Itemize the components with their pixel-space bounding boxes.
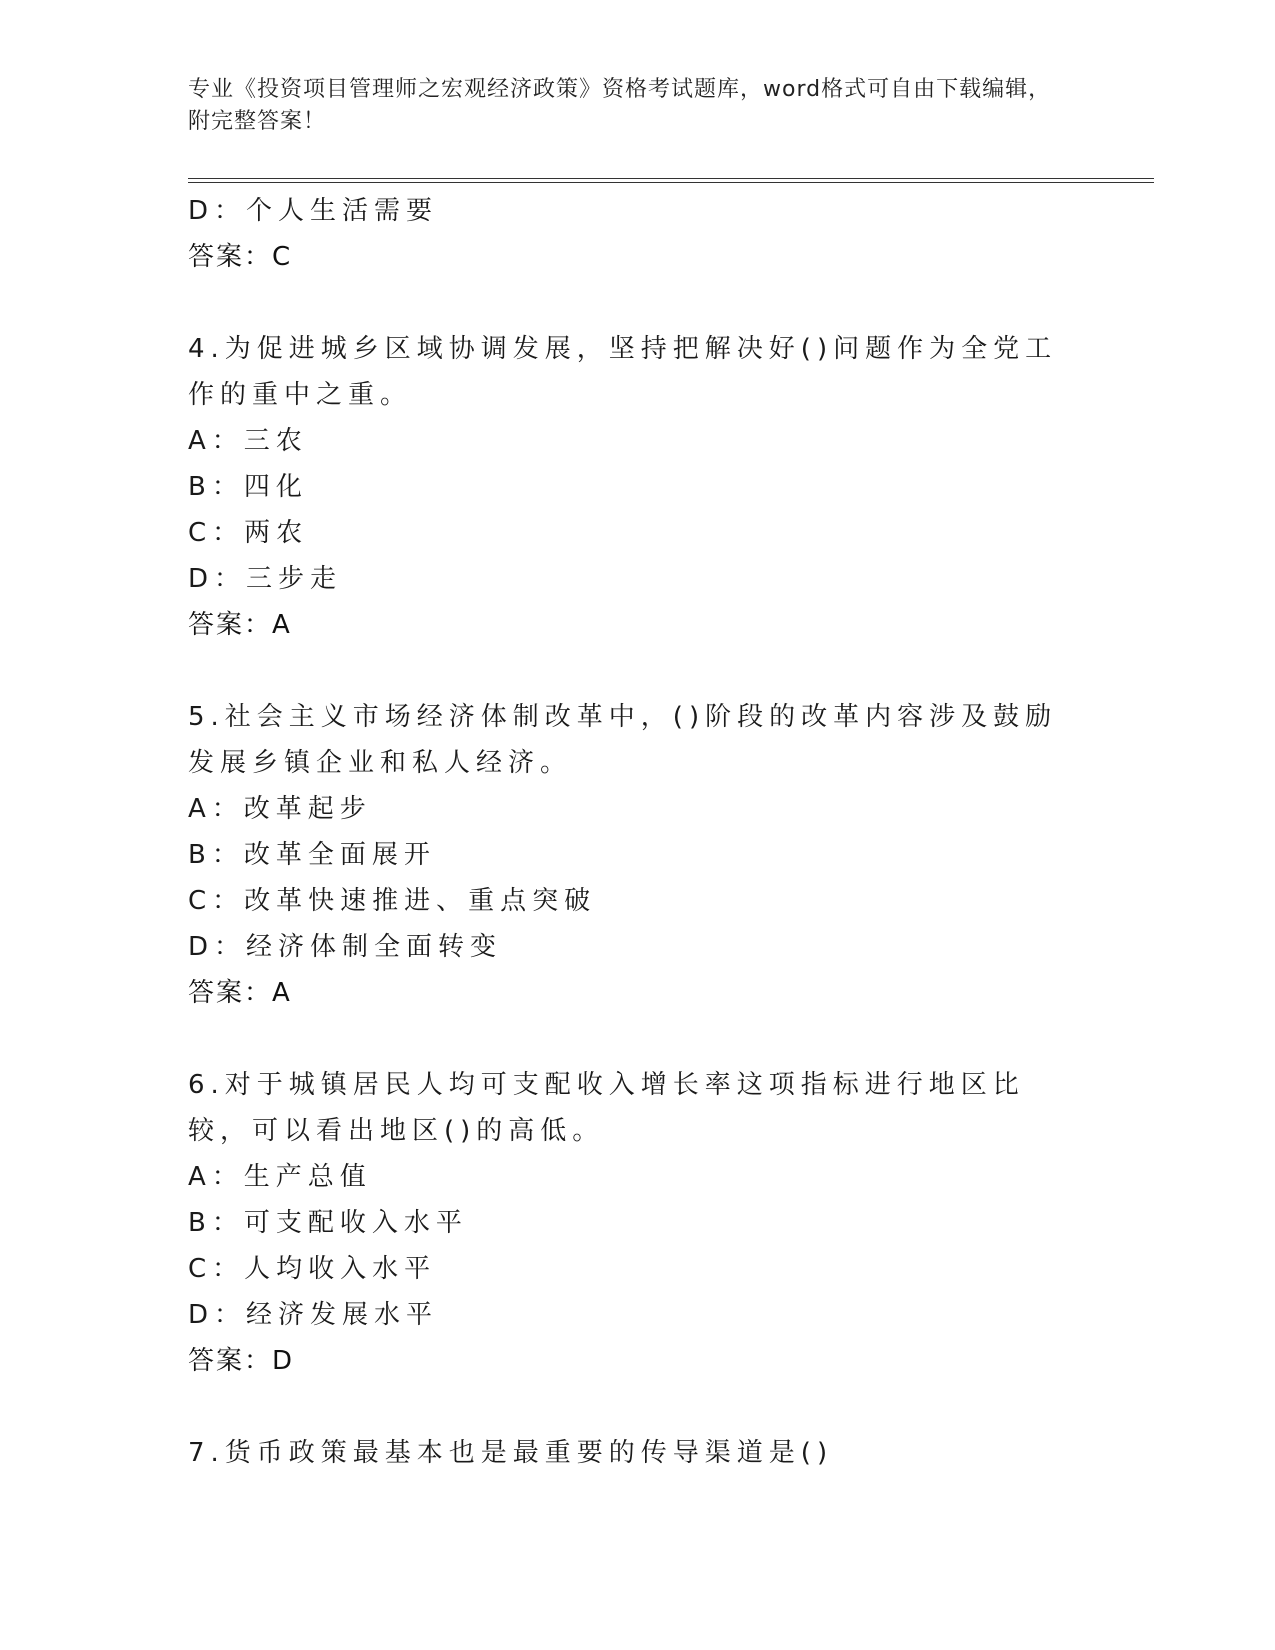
- question-6: [188, 1062, 1088, 1384]
- option-a: A：生产总值: [188, 1162, 372, 1192]
- spacer: [188, 280, 1088, 326]
- option-d: D：三步走: [188, 564, 343, 594]
- option-c: C：人均收入水平: [188, 1254, 437, 1284]
- question-stem: 5.社会主义市场经济体制改革中，()阶段的改革内容涉及鼓励发展乡镇企业和私人经济。: [188, 702, 1058, 778]
- question-stem: 6.对于城镇居民人均可支配收入增长率这项指标进行地区比较，可以看出地区()的高低。: [188, 1070, 1025, 1146]
- spacer: [188, 1016, 1088, 1062]
- option-d: D：经济发展水平: [188, 1300, 439, 1330]
- spacer: [188, 1384, 1088, 1430]
- question-7: [188, 1430, 1088, 1476]
- option-b: B：可支配收入水平: [188, 1208, 468, 1238]
- option-a: A：三农: [188, 426, 308, 456]
- prev-answer: 答案：C: [188, 242, 293, 272]
- answer: 答案：A: [188, 978, 292, 1008]
- spacer: [188, 648, 1088, 694]
- question-4: [188, 326, 1088, 648]
- answer: 答案：D: [188, 1346, 295, 1376]
- option-c: C：两农: [188, 518, 309, 548]
- answer: 答案：A: [188, 610, 292, 640]
- document-header: 专业《投资项目管理师之宏观经济政策》资格考试题库，word格式可自由下载编辑，附完整答案！: [188, 77, 1052, 134]
- option-b: B：四化: [188, 472, 308, 502]
- prev-option-d: D：个人生活需要: [188, 196, 439, 226]
- option-b: B：改革全面展开: [188, 840, 436, 870]
- question-stem: 4.为促进城乡区域协调发展，坚持把解决好()问题作为全党工作的重中之重。: [188, 334, 1058, 410]
- option-c: C：改革快速推进、重点突破: [188, 886, 597, 916]
- header-divider-top: [188, 178, 1154, 179]
- header-divider-bottom: [188, 182, 1154, 183]
- question-list: [188, 188, 1088, 1476]
- option-a: A：改革起步: [188, 794, 372, 824]
- question-stem: 7.货币政策最基本也是最重要的传导渠道是(): [188, 1438, 834, 1468]
- option-d: D：经济体制全面转变: [188, 932, 503, 962]
- question-5: [188, 694, 1088, 1016]
